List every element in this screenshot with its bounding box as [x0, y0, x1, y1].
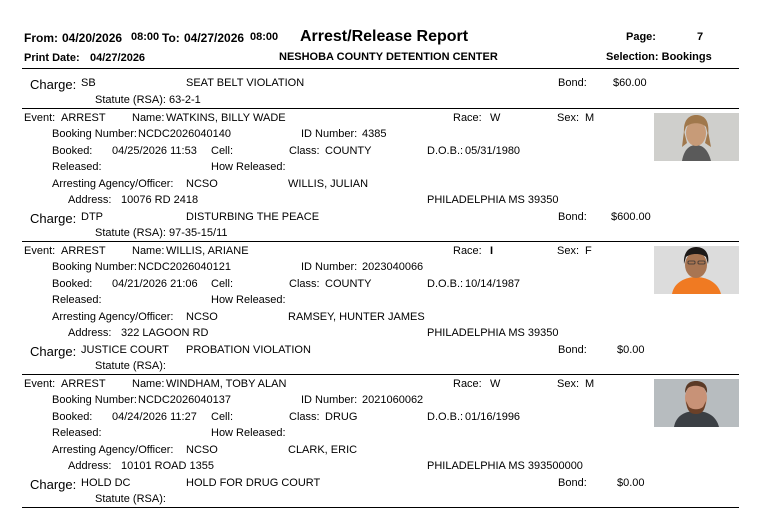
dob-value: 10/14/1987: [465, 278, 521, 290]
header-divider: [22, 68, 739, 69]
charge-description: SEAT BELT VIOLATION: [186, 77, 305, 89]
dob-label: D.O.B.:: [427, 145, 464, 157]
arresting-label: Arresting Agency/Officer:: [52, 444, 174, 456]
arresting-agency: NCSO: [186, 178, 218, 190]
event-type: ARREST: [61, 112, 106, 124]
address-value: 10076 RD 2418: [121, 194, 199, 206]
charge-description: PROBATION VIOLATION: [186, 344, 311, 356]
from-time: 08:00: [131, 31, 160, 43]
inmate-name: WILLIS, ARIANE: [166, 245, 249, 257]
statute-label: Statute (RSA):: [95, 227, 166, 239]
how-released-label: How Released:: [211, 294, 286, 306]
sex-label: Sex:: [557, 245, 580, 257]
charge-code: DTP: [81, 211, 103, 223]
cell-label: Cell:: [211, 145, 234, 157]
sex-value: F: [585, 245, 592, 257]
print-date-label: Print Date:: [24, 52, 80, 64]
arresting-officer: RAMSEY, HUNTER JAMES: [288, 311, 425, 323]
page-number: 7: [697, 31, 704, 43]
class-label: Class:: [289, 145, 320, 157]
address-value: 322 LAGOON RD: [121, 327, 209, 339]
event-label: Event:: [24, 245, 56, 257]
to-label: To:: [162, 31, 180, 45]
dob-label: D.O.B.:: [427, 278, 464, 290]
class-label: Class:: [289, 278, 320, 290]
charge-description: DISTURBING THE PEACE: [186, 211, 320, 223]
statute-value: 63-2-1: [169, 94, 201, 106]
race-label: Race:: [453, 378, 482, 390]
address-value: 10101 ROAD 1355: [121, 460, 214, 472]
to-date: 04/27/2026: [184, 31, 245, 45]
city-state-zip: PHILADELPHIA MS 393500000: [427, 460, 583, 472]
arresting-officer: WILLIS, JULIAN: [288, 178, 369, 190]
released-label: Released:: [52, 427, 102, 439]
sex-value: M: [585, 112, 595, 124]
mugshot-photo: [654, 246, 739, 294]
id-number-label: ID Number:: [301, 128, 358, 140]
booking-number-label: Booking Number:: [52, 261, 137, 273]
arresting-agency: NCSO: [186, 311, 218, 323]
charge-description: HOLD FOR DRUG COURT: [186, 477, 321, 489]
city-state-zip: PHILADELPHIA MS 39350: [427, 327, 559, 339]
released-label: Released:: [52, 161, 102, 173]
report-title: Arrest/Release Report: [300, 28, 469, 45]
booking-number: NCDC2026040137: [138, 394, 231, 406]
to-time: 08:00: [250, 31, 279, 43]
charge-code: SB: [81, 77, 96, 89]
record-divider: [22, 241, 739, 242]
bond-label: Bond:: [558, 477, 587, 489]
record-divider: [22, 108, 739, 109]
person-icon: [654, 246, 739, 294]
bond-label: Bond:: [558, 211, 587, 223]
class-value: DRUG: [325, 411, 358, 423]
statute-label: Statute (RSA):: [95, 493, 166, 505]
arresting-label: Arresting Agency/Officer:: [52, 178, 174, 190]
race-value: W: [490, 112, 501, 124]
bond-label: Bond:: [558, 77, 587, 89]
id-number: 4385: [362, 128, 387, 140]
charge-code: HOLD DC: [81, 477, 131, 489]
race-label: Race:: [453, 245, 482, 257]
statute-label: Statute (RSA):: [95, 94, 166, 106]
record-divider: [22, 374, 739, 375]
event-type: ARREST: [61, 378, 106, 390]
bond-amount: $0.00: [617, 477, 645, 489]
dob-value: 05/31/1980: [465, 145, 521, 157]
race-value: I: [490, 245, 494, 257]
from-date: 04/20/2026: [62, 31, 123, 45]
charge-label: Charge:: [30, 211, 77, 226]
person-icon: [654, 379, 739, 427]
class-value: COUNTY: [325, 278, 372, 290]
city-state-zip: PHILADELPHIA MS 39350: [427, 194, 559, 206]
sex-value: M: [585, 378, 595, 390]
id-number-label: ID Number:: [301, 261, 358, 273]
from-label: From:: [24, 31, 58, 45]
id-number-label: ID Number:: [301, 394, 358, 406]
detention-center: NESHOBA COUNTY DETENTION CENTER: [279, 51, 498, 63]
cell-label: Cell:: [211, 411, 234, 423]
address-label: Address:: [68, 194, 112, 206]
sex-label: Sex:: [557, 378, 580, 390]
charge-label: Charge:: [30, 77, 77, 92]
id-number: 2021060062: [362, 394, 424, 406]
sex-label: Sex:: [557, 112, 580, 124]
how-released-label: How Released:: [211, 161, 286, 173]
booked-datetime: 04/25/2026 11:53: [112, 145, 197, 157]
mugshot-photo: [654, 113, 739, 161]
name-label: Name:: [132, 245, 165, 257]
inmate-name: WATKINS, BILLY WADE: [166, 112, 286, 124]
released-label: Released:: [52, 294, 102, 306]
name-label: Name:: [132, 112, 165, 124]
booked-datetime: 04/24/2026 11:27: [112, 411, 197, 423]
booking-number-label: Booking Number:: [52, 128, 137, 140]
address-label: Address:: [68, 460, 112, 472]
print-date: 04/27/2026: [90, 52, 146, 64]
address-label: Address:: [68, 327, 112, 339]
arresting-label: Arresting Agency/Officer:: [52, 311, 174, 323]
booked-datetime: 04/21/2026 21:06: [112, 278, 198, 290]
inmate-name: WINDHAM, TOBY ALAN: [166, 378, 287, 390]
person-icon: [654, 113, 739, 161]
class-label: Class:: [289, 411, 320, 423]
cell-label: Cell:: [211, 278, 234, 290]
arresting-officer: CLARK, ERIC: [288, 444, 358, 456]
booked-label: Booked:: [52, 278, 93, 290]
booking-number: NCDC2026040140: [138, 128, 231, 140]
race-label: Race:: [453, 112, 482, 124]
event-type: ARREST: [61, 245, 106, 257]
charge-label: Charge:: [30, 477, 77, 492]
event-label: Event:: [24, 112, 56, 124]
statute-label: Statute (RSA):: [95, 360, 166, 372]
dob-label: D.O.B.:: [427, 411, 464, 423]
how-released-label: How Released:: [211, 427, 286, 439]
event-label: Event:: [24, 378, 56, 390]
charge-label: Charge:: [30, 344, 77, 359]
name-label: Name:: [132, 378, 165, 390]
class-value: COUNTY: [325, 145, 372, 157]
charge-code: JUSTICE COURT: [81, 344, 169, 356]
race-value: W: [490, 378, 501, 390]
id-number: 2023040066: [362, 261, 424, 273]
booking-number-label: Booking Number:: [52, 394, 137, 406]
booking-number: NCDC2026040121: [138, 261, 231, 273]
bond-label: Bond:: [558, 344, 587, 356]
booked-label: Booked:: [52, 411, 93, 423]
record-divider: [22, 507, 739, 508]
selection: Selection: Bookings: [606, 51, 712, 63]
bond-amount: $60.00: [613, 77, 647, 89]
booked-label: Booked:: [52, 145, 93, 157]
page-label: Page:: [626, 31, 656, 43]
statute-value: 97-35-15/11: [169, 227, 228, 239]
mugshot-photo: [654, 379, 739, 427]
bond-amount: $0.00: [617, 344, 645, 356]
dob-value: 01/16/1996: [465, 411, 521, 423]
arresting-agency: NCSO: [186, 444, 218, 456]
bond-amount: $600.00: [611, 211, 651, 223]
